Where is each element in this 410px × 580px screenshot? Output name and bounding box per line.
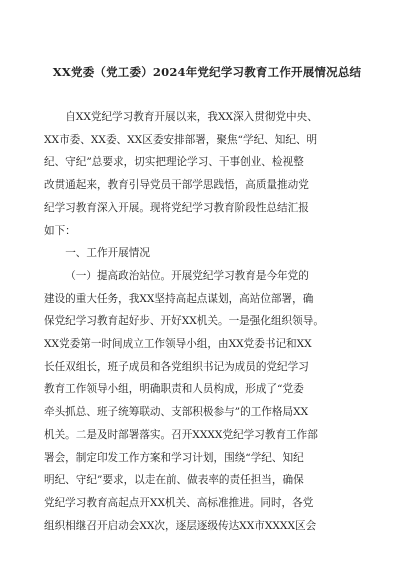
- text-line: 组织相继召开启动会XX次，逐层逐级传达XX市XXXX区会: [44, 519, 317, 532]
- text-line: 机关。二是及时部署落实。召开XXXX党纪学习教育工作部: [44, 428, 318, 441]
- text-line: XX市委、XX委、XX区委安排部署，聚焦“学纪、知纪、明: [44, 133, 318, 146]
- text-line: （一）提高政治站位。开展党纪学习教育是今年党的: [65, 269, 309, 282]
- body-paragraph: [44, 265, 370, 537]
- text-line: 明纪、守纪”要求，以走在前、做表率的责任担当，确保: [44, 474, 304, 487]
- section-heading: 一、工作开展情况: [65, 247, 150, 260]
- document-title: XX党委（党工委）2024年党纪学习教育工作开展情况总结: [52, 65, 362, 79]
- text-line: 保党纪学习教育起好步、开好XX机关。一是强化组织领导。: [44, 315, 324, 328]
- text-line: 党纪学习教育高起点开XX机关、高标准推进。同时，各党: [44, 496, 314, 509]
- text-line: 教育工作领导小组，明确职责和人员构成，形成了“党委: [44, 383, 304, 396]
- text-line: 如下：: [44, 224, 76, 237]
- text-line: 署会，制定印发工作方案和学习计划，围绕“学纪、知纪: [44, 451, 304, 464]
- text-line: 纪、守纪”总要求，切实把理论学习、干事创业、检视整: [44, 156, 304, 169]
- text-line: 纪学习教育深入开展。现将党纪学习教育阶段性总结汇报: [44, 201, 309, 214]
- text-line: XX党委第一时间成立工作领导小组，由XX党委书记和XX: [44, 338, 312, 351]
- intro-paragraph: [44, 106, 370, 242]
- text-line: 建设的重大任务，我XX坚持高起点谋划，高站位部署，确: [44, 292, 314, 305]
- text-line: 改贯通起来，教育引导党员干部学思践悟，高质量推动党: [44, 179, 309, 192]
- text-line: 自XX党纪学习教育开展以来，我XX深入贯彻党中央、: [65, 111, 318, 123]
- text-line: 长任双组长，班子成员和各党组织书记为成员的党纪学习: [44, 360, 309, 373]
- text-line: 牵头抓总、班子统筹联动、支部积极参与”的工作格局XX: [44, 406, 309, 419]
